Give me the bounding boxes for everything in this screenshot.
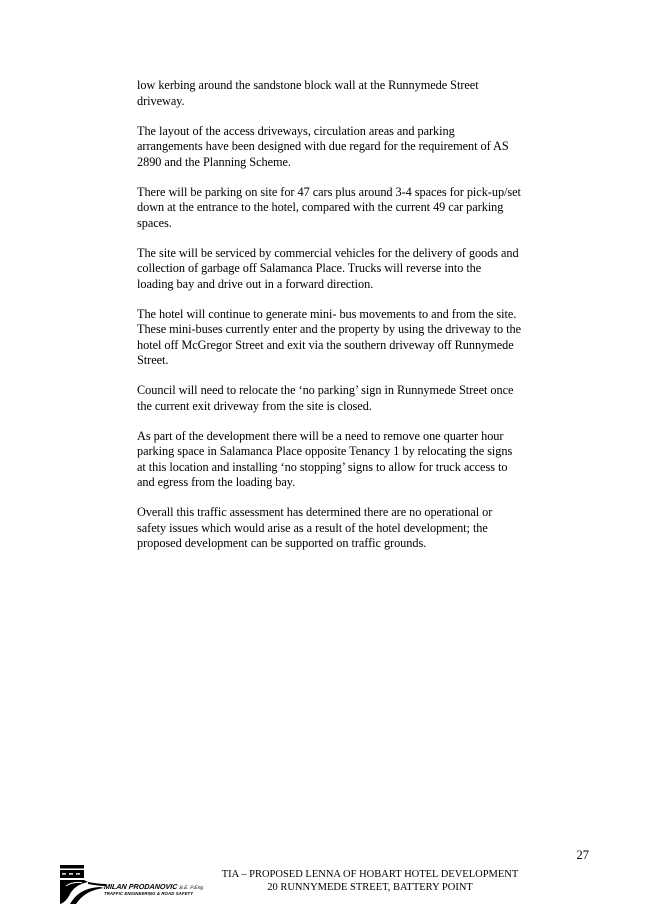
paragraph-kerbing: low kerbing around the sandstone block wall at the Runnymede Street driveway. xyxy=(137,78,479,108)
logo-company-name xyxy=(104,882,204,891)
logo-name-text: MILAN PRODANOVIC xyxy=(103,882,178,891)
paragraph-council-sign: Council will need to relocate the ‘no parking’ sign in Runnymede Street once the current exit driveway from the site is closed. xyxy=(137,383,514,413)
paragraph-quarter-hour-parking: As part of the development there will be a need to remove one quarter hour parking space in Salamanca Place opposite Tenancy 1 by relocating the signs at this location and installing ‘no stopping’ signs to allow for truck access to and egress from the loading bay. xyxy=(137,428,513,489)
footer-title xyxy=(205,869,535,894)
logo-tagline: TRAFFIC ENGINEERING & ROAD SAFETY xyxy=(104,891,194,896)
paragraph-conclusion: Overall this traffic assessment has determined there are no operational or safety issues which would arise as a result of the hotel development; the proposed development can be supported on traffic grounds. xyxy=(137,505,493,550)
logo-name-suffix: B.E. P.Eng xyxy=(179,885,204,891)
footer-title-line-1: TIA – PROPOSED LENNA OF HOBART HOTEL DEVELOPMENT xyxy=(221,869,519,880)
paragraph-layout: The layout of the access driveways, circulation areas and parking arrangements have been designed with due regard for the requirement of AS 2890 and the Planning Scheme. xyxy=(137,123,509,169)
page-number: 27 xyxy=(576,848,589,862)
paragraph-servicing: The site will be serviced by commercial vehicles for the delivery of goods and collection of garbage off Salamanca Place. Trucks will reverse into the loading bay and drive out in a forward direction. xyxy=(137,245,519,291)
road-logo-icon xyxy=(60,864,106,906)
paragraph-mini-bus: The hotel will continue to generate mini- bus movements to and from the site. These mini-buses currently enter and the property by using the driveway to the hotel off McGregor Street and exit via the southern driveway off Runnymede Street. xyxy=(137,306,522,367)
footer-title-line-2: 20 RUNNYMEDE STREET, BATTERY POINT xyxy=(267,881,473,893)
body-text xyxy=(137,78,557,566)
paragraph-parking: There will be parking on site for 47 cars plus around 3-4 spaces for pick-up/set down at the entrance to the hotel, compared with the current 49 car parking spaces. xyxy=(137,184,521,230)
